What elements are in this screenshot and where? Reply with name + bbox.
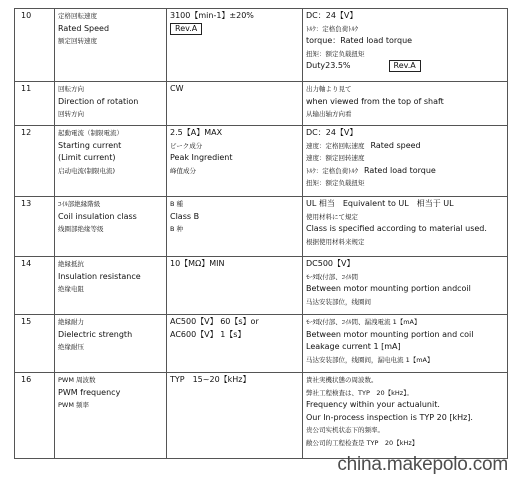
revision-box: Rev.A [389, 60, 421, 72]
item-value: 3100【min-1】±20% Rev.A [167, 9, 303, 82]
item-name: 絶縁耐力 Dielectric strength 绝缘耐压 [55, 315, 167, 373]
item-name: 起動電流（制限電流） Starting current (Limit current) 启动电流(制限电流) [55, 126, 167, 197]
item-value: CW [167, 82, 303, 126]
table-row [15, 373, 508, 459]
revision-box: Rev.A [170, 23, 202, 35]
site-watermark: china.makepolo.com [337, 454, 508, 475]
item-description: 出力軸より見て when viewed from the top of shaft 从输出轴方向看 [303, 82, 508, 126]
row-number: 12 [15, 126, 55, 197]
spec-table [14, 8, 508, 459]
row-number: 11 [15, 82, 55, 126]
item-value: AC500【V】 60【s】or AC600【V】 1【s】 [167, 315, 303, 373]
table-row [15, 82, 508, 126]
item-value: TYP 15~20【kHz】 [167, 373, 303, 459]
item-value: 2.5【A】MAX ピーク成分 Peak Ingredient 峰值成分 [167, 126, 303, 197]
item-description: DC500【V】 ﾓｰﾀ取付部、ｺｲﾙ間 Between motor mounting portion andcoil 马达安装部位，线圈间 [303, 257, 508, 315]
item-name: 絶縁抵抗 Insulation resistance 绝缘电阻 [55, 257, 167, 315]
item-value: 10【MΩ】MIN [167, 257, 303, 315]
item-name: 定格回転速度 Rated Speed 额定回转速度 [55, 9, 167, 82]
row-number: 10 [15, 9, 55, 82]
item-description: UL 相当 Equivalent to UL 相当于 UL 使用材料にて規定 Class is specified according to material used. 根据使用材料来规定 [303, 197, 508, 257]
row-number: 14 [15, 257, 55, 315]
item-description: 貴社実機状態の周波数。 弊社工程検査は、TYP 20【kHz】。 Frequency within your actualunit. Our In-process inspection is TYP 20 [kHz]. 贵公司实机状态下的频率。 敝公司的工程检查是 TYP 20【kHz】 [303, 373, 508, 459]
item-name: ｺｲﾙ部絶縁階級 Coil insulation class 线圈部绝缘等级 [55, 197, 167, 257]
item-description: DC：24【V】 ﾄﾙｸ：定格負荷ﾄﾙｸ torque：Rated load torque 扭矩：额定负载扭矩 Duty23.5% Rev.A [303, 9, 508, 82]
item-name: 回転方向 Direction of rotation 回转方向 [55, 82, 167, 126]
row-number: 13 [15, 197, 55, 257]
row-number: 15 [15, 315, 55, 373]
table-row [15, 197, 508, 257]
row-number: 16 [15, 373, 55, 459]
table-row [15, 257, 508, 315]
table-row [15, 126, 508, 197]
table-row [15, 9, 508, 82]
item-description: ﾓｰﾀ取付部、ｺｲﾙ間、漏洩電流 1【mA】 Between motor mounting portion and coil Leakage current 1 [mA] 马达安装部位，线圈间，漏电电流 1【mA】 [303, 315, 508, 373]
table-row [15, 315, 508, 373]
item-description: DC：24【V】 速度：定格回転速度 Rated speed 速度：额定回转速度 ﾄﾙｸ：定格負荷ﾄﾙｸ Rated load torque 扭矩：额定负载扭矩 [303, 126, 508, 197]
item-value: B 種 Class B B 种 [167, 197, 303, 257]
item-name: PWM 周波数 PWM frequency PWM 频率 [55, 373, 167, 459]
